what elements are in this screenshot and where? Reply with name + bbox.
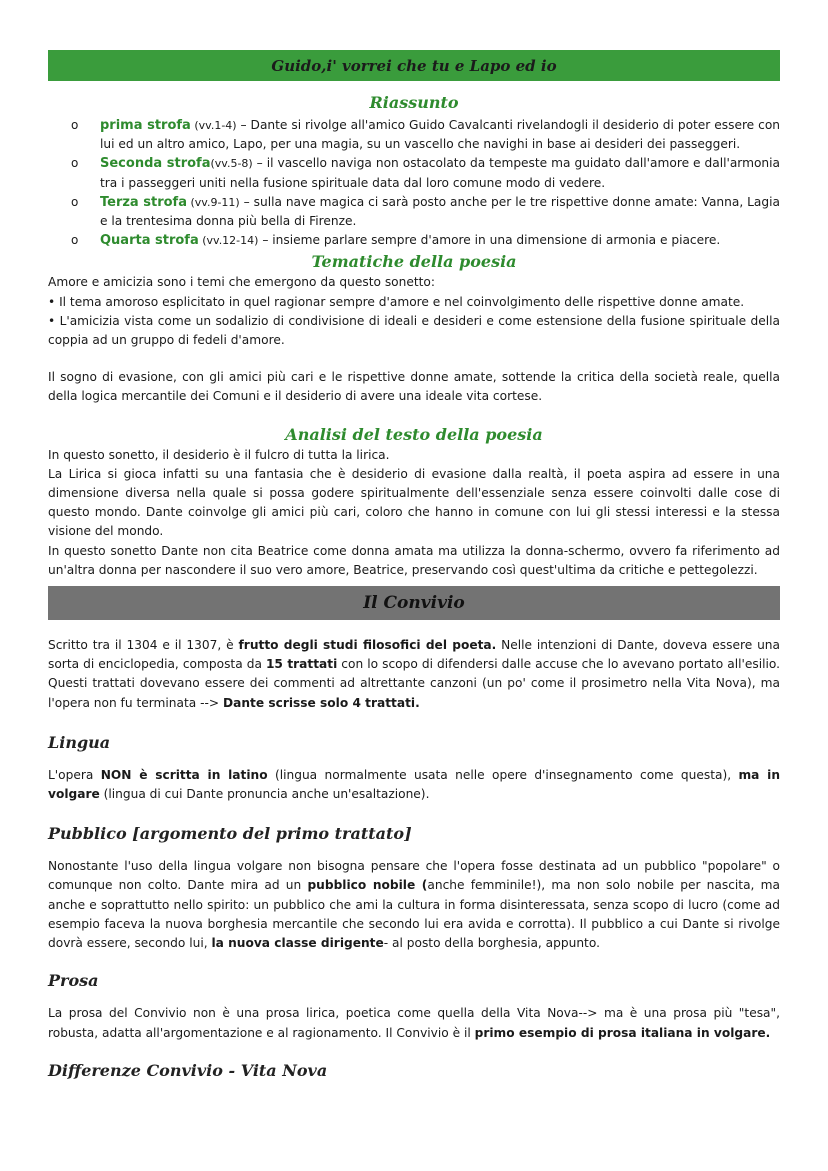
differenze-heading: Differenze Convivio - Vita Nova	[48, 1060, 328, 1080]
tematiche-evasione: Il sogno di evasione, con gli amici più cari e le rispettive donne amate, sottende la critica della società reale, quella della logica mercantile dei Comuni e il desiderio di avere una ideale vita cortese.	[48, 370, 780, 404]
tematiche-intro: Amore e amicizia sono i temi che emergono da questo sonetto:	[48, 275, 435, 290]
analisi-p3: In questo sonetto Dante non cita Beatrice come donna amata ma utilizza la donna-schermo, ovvero fa riferimento ad un'altra donna per nascondere il suo vero amore, Beatrice, preservando così quest'ultima da critiche e pettegolezzi.	[48, 543, 780, 577]
list-item: o Seconda strofa(vv.5-8) – il vascello naviga non ostacolato da tempeste ma guidato dall'amore e dall'armonia tra i passeggeri uniti nella fusione spirituale data dal loro comune modo di vedere.	[71, 156, 780, 190]
analisi-p1: In questo sonetto, il desiderio è il fulcro di tutta la lirica.	[48, 447, 390, 462]
pubblico-text: Nonostante l'uso della lingua volgare non bisogna pensare che l'opera fosse destinata ad un pubblico "popolare" o comunque non colto. Dante mira ad un pubblico nobile (anche femminile!), ma non solo nobile per nascita, ma anche e soprattutto nello spirito: un pubblico che ami la cultura in forma disinteressata, senza scopo di lucro (come ad esempio faceva la nuova borghesia mercantile che secondo lui era avida e corrotta). Il pubblico a cui Dante si rivolge dovrà essere, secondo lui, la nuova classe dirigente- al posto della borghesia, appunto.	[48, 859, 780, 951]
pubblico-heading: Pubblico [argomento del primo trattato]	[48, 824, 412, 844]
analisi-heading: Analisi del testo della poesia	[285, 424, 543, 444]
document-page	[48, 50, 780, 1080]
lingua-heading: Lingua	[48, 732, 111, 752]
list-item: o prima strofa (vv.1-4) – Dante si rivolge all'amico Guido Cavalcanti rivelandogli il desiderio di poter essere con lui ed un altro amico, Lapo, per una magia, su un vascello che navighi in base ai desideri dei passeggeri.	[71, 118, 780, 152]
lingua-text: L'opera NON è scritta in latino (lingua normalmente usata nelle opere d'insegnamento come questa), ma in volgare (lingua di cui Dante pronuncia anche un'esaltazione).	[48, 767, 780, 802]
list-item: o Terza strofa (vv.9-11) – sulla nave magica ci sarà posto anche per le tre rispettive donne amate: Vanna, Lagia e la trentesima donna più bella di Firenze.	[71, 194, 780, 229]
prosa-text: La prosa del Convivio non è una prosa lirica, poetica come quella della Vita Nova--> ma è una prosa più "tesa", robusta, adatta all'argomentazione e al ragionamento. Il Convivio è il primo esempio di prosa italiana in volgare.	[48, 1006, 780, 1040]
tematiche-point-amore: • Il tema amoroso esplicitato in quel ragionar sempre d'amore e nel coinvolgimento delle rispettive donne amate.	[48, 294, 745, 309]
bullet-circle-icon: o	[71, 156, 79, 171]
poem-title-banner	[48, 50, 780, 81]
tematiche-heading: Tematiche della poesia	[311, 252, 517, 272]
bullet-circle-icon: o	[71, 118, 79, 132]
strofe-list	[48, 116, 780, 250]
bullet-circle-icon: o	[71, 194, 79, 209]
list-item: o Quarta strofa (vv.12-14) – insieme parlare sempre d'amore in una dimensione di armonia e piacere.	[48, 231, 780, 250]
tematiche-point-amicizia: • L'amicizia vista come un sodalizio di condivisione di ideali e desideri e come estensione della fusione spirituale della coppia ad un gruppo di fedeli d'amore.	[48, 313, 780, 348]
prosa-heading: Prosa	[48, 971, 99, 991]
convivio-intro: Scritto tra il 1304 e il 1307, è frutto degli studi filosofici del poeta. Nelle intenzioni di Dante, doveva essere una sorta di enciclopedia, composta da 15 trattati con lo scopo di difendersi dalle accuse che lo avevano portato all'esilio. Questi trattati dovevano essere dei commenti ad altrettante canzoni (un po' come il prosimetro nella Vita Nova), ma l'opera non fu terminata --> Dante scrisse solo 4 trattati.	[48, 638, 780, 710]
convivio-title: Il Convivio	[363, 593, 465, 614]
bullet-circle-icon: o	[71, 233, 79, 248]
poem-title: Guido,i' vorrei che tu e Lapo ed io	[271, 56, 557, 75]
convivio-banner	[48, 586, 780, 620]
riassunto-heading: Riassunto	[369, 93, 459, 112]
analisi-p2: La Lirica si gioca infatti su una fantasia che è desiderio di evasione dalla realtà, il poeta aspira ad essere in una dimensione diversa nella quale si possa godere spiritualmente dell'essenziale senza essere coinvolti dalle cose di questo mondo. Dante coinvolge gli amici più cari, coloro che hanno in comune con lui gli stessi interessi e la stessa visione del mondo.	[48, 466, 780, 539]
